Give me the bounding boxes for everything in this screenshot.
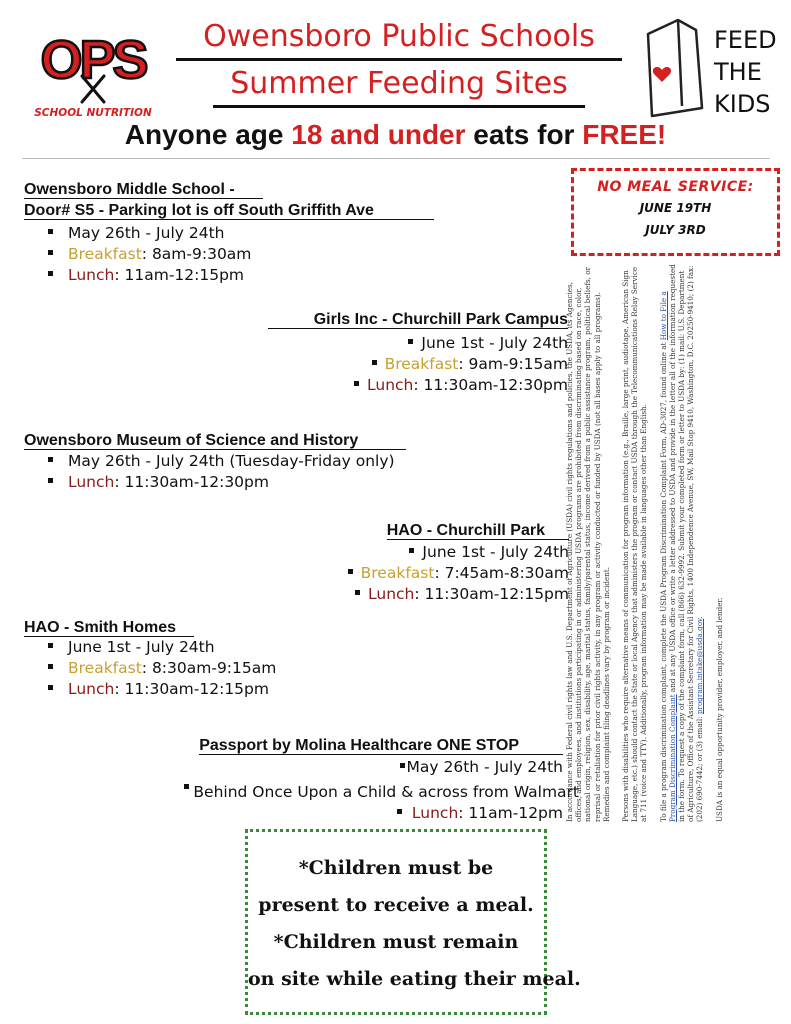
site-hao-smith-homes xyxy=(24,618,276,700)
title-line-1: Owensboro Public Schools xyxy=(203,19,595,54)
tagline-age: 18 and under xyxy=(291,119,466,150)
bullet-icon xyxy=(48,250,53,255)
tagline-prefix: Anyone age xyxy=(124,119,292,150)
no-meal-date: JUNE 19TH xyxy=(639,201,712,215)
bullet-icon xyxy=(397,809,402,814)
site-dates: May 26th - July 24th (Tuesday-Friday only) xyxy=(24,451,406,472)
usda-paragraph: Persons with disabilities who require alternative means of communication for program information (e.g., Braille, large print, audiotape, American Sign Language, etc.) should contact the State or local Agency that administers the program or contact USDA through the Telecommunications Relay Service at 711 (voice and TTY). Additionally, program information may be made available in languages other than English. xyxy=(621,266,649,822)
usda-paragraph: To file a program discrimination complaint, complete the USDA Program Discrimination Complaint Form, AD-3027, found online at How to File a Program Discrimination Complaint and at any USDA office or write a letter addressed to USDA and provide in the letter all of the information requested in the form. To request a copy of the complaint form, call (866) 632-9992. Submit your completed form or letter to USDA by: (1) mail: U.S. Department of Agriculture, Office of the Assistant Secretary for Civil Rights, 1400 Independence Avenue, SW, Mail Stop 9410, Washington, D.C. 20250-9410; (2) fax: (202) 690-7442; or (3) email: program.intake@usda.gov. xyxy=(658,264,705,822)
feed-logo-line-2: THE xyxy=(714,58,762,86)
site-title: Door# S5 - Parking lot is off South Griffith Ave xyxy=(24,201,434,220)
site-lunch: Lunch: 11:30am-12:30pm xyxy=(268,375,568,396)
usda-statement xyxy=(565,262,785,822)
bullet-icon xyxy=(409,548,414,553)
site-dates: June 1st - July 24th xyxy=(348,542,569,563)
notice-line: *Children must be xyxy=(298,857,494,879)
bullet-icon xyxy=(48,685,53,690)
site-dates: June 1st - July 24th xyxy=(268,333,568,354)
bullet-icon xyxy=(355,590,360,595)
bullet-icon xyxy=(48,664,53,669)
no-meal-title: NO MEAL SERVICE: xyxy=(597,179,754,195)
site-breakfast: Breakfast: 7:45am-8:30am xyxy=(348,563,569,584)
tagline-free: FREE! xyxy=(582,119,667,150)
bullet-icon xyxy=(48,478,53,483)
title-underline xyxy=(176,58,622,61)
bullet-icon xyxy=(48,457,53,462)
header-titles xyxy=(176,18,622,112)
feed-logo-line-3: KIDS xyxy=(714,90,771,118)
site-lunch: Lunch: 11am-12pm xyxy=(184,803,563,824)
bullet-icon xyxy=(48,229,53,234)
bullet-icon xyxy=(48,271,53,276)
site-title: Passport by Molina Healthcare ONE STOP xyxy=(184,736,563,755)
no-meal-service-box xyxy=(571,168,780,256)
site-owensboro-middle-school xyxy=(24,180,434,286)
title-underline xyxy=(213,105,585,108)
bullet-icon xyxy=(400,763,405,768)
site-dates: May 26th - July 24th xyxy=(24,223,434,244)
notice-line: *Children must remain xyxy=(273,931,519,953)
usda-paragraph: USDA is an equal opportunity provider, employer, and lender. xyxy=(714,597,724,822)
tagline xyxy=(0,118,791,152)
children-notice-box xyxy=(245,829,581,1015)
notice-line: on site while eating their meal. xyxy=(248,968,581,990)
title-line-2: Summer Feeding Sites xyxy=(230,66,568,101)
usda-paragraph: In accordance with Federal civil rights law and U.S. Department of Agriculture (USDA) civil rights regulations and policies, the USDA, its Agencies, offices, and employees, and institutions participating in or administering USDA programs are prohibited from discriminating based on race, color, national origin, religion, sex, disability, age, marital status, family/parental status, income derived from a public assistance program, political beliefs, or reprisal or retaliation for prior civil rights activity, in any program or activity conducted or funded by USDA (not all bases apply to all programs). Remedies and complaint filing deadlines vary by program or incident. xyxy=(565,266,611,822)
site-hao-churchill-park xyxy=(348,521,569,605)
site-location: Behind Once Upon a Child & across from Walmart xyxy=(184,782,579,803)
header-divider xyxy=(22,158,770,159)
site-lunch: Lunch: 11:30am-12:15pm xyxy=(24,679,276,700)
site-title: Owensboro Middle School - xyxy=(24,180,434,199)
usda-statement-text xyxy=(565,262,734,822)
bullet-icon xyxy=(348,569,353,574)
ops-logo-letters: OPS xyxy=(40,30,146,90)
bullet-icon xyxy=(354,381,359,386)
bullet-icon xyxy=(408,339,413,344)
heart-icon xyxy=(653,67,671,82)
site-breakfast: Breakfast: 9am-9:15am xyxy=(268,354,568,375)
feed-the-kids-logo xyxy=(636,12,786,124)
site-museum-of-science xyxy=(24,431,406,493)
site-title: Owensboro Museum of Science and History xyxy=(24,431,406,450)
bullet-icon xyxy=(184,784,189,789)
feed-logo-line-1: FEED xyxy=(714,26,777,54)
site-lunch: Lunch: 11am-12:15pm xyxy=(24,265,434,286)
no-meal-date: JULY 3RD xyxy=(645,223,706,237)
site-passport-molina xyxy=(184,736,579,824)
site-lunch: Lunch: 11:30am-12:30pm xyxy=(24,472,406,493)
ops-school-nutrition-logo xyxy=(34,16,152,120)
tagline-middle: eats for xyxy=(465,119,583,150)
site-dates: May 26th - July 24th xyxy=(184,757,563,778)
site-lunch: Lunch: 11:30am-12:15pm xyxy=(348,584,569,605)
site-title: Girls Inc - Churchill Park Campus xyxy=(268,310,568,329)
notice-line: present to receive a meal. xyxy=(258,894,534,916)
bullet-icon xyxy=(48,643,53,648)
ops-logo-subtitle: SCHOOL NUTRITION xyxy=(34,107,152,119)
site-breakfast: Breakfast: 8am-9:30am xyxy=(24,244,434,265)
site-breakfast: Breakfast: 8:30am-9:15am xyxy=(24,658,276,679)
site-girls-inc xyxy=(268,310,568,396)
site-dates: June 1st - July 24th xyxy=(24,637,276,658)
email-link[interactable]: program.intake@usda.gov xyxy=(695,618,705,715)
site-title: HAO - Smith Homes xyxy=(24,618,276,637)
complaint-link[interactable]: How to File a Program Discrimination Complaint xyxy=(658,291,677,822)
site-title: HAO - Churchill Park xyxy=(348,521,569,540)
bullet-icon xyxy=(372,360,377,365)
